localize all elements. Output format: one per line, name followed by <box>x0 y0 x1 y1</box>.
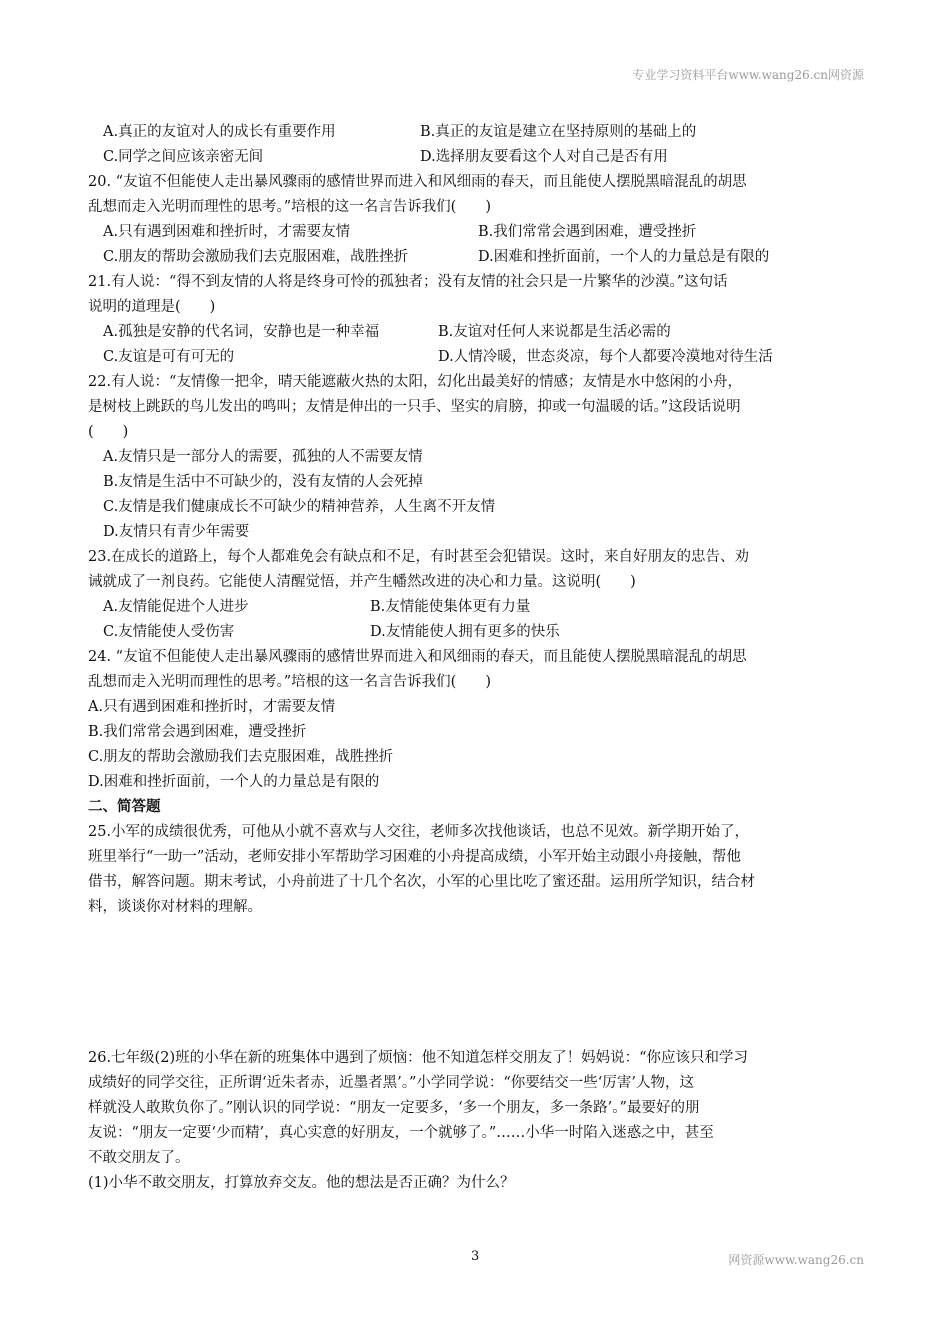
q23-option-a: A.友情能促进个人进步 <box>103 599 249 615</box>
q20-option-c: C.朋友的帮助会激励我们去克服困难，战胜挫折 <box>103 249 409 265</box>
q22-stem-line2: 是树枝上跳跃的鸟儿发出的鸣叫；友情是伸出的一只手、坚实的肩膀，抑或一句温暖的话。”这段话说明 <box>88 399 741 415</box>
q19-option-a: A.真正的友谊对人的成长有重要作用 <box>103 124 336 140</box>
q19-option-c: C.同学之间应该亲密无间 <box>103 149 264 165</box>
q20-option-a: A.只有遇到困难和挫折时，才需要友情 <box>103 224 351 240</box>
q26-stem-line3: 样就没人敢欺负你了。”刚认识的同学说：“朋友一定要多，‘多一个朋友，多一条路’。”最要好的朋 <box>88 1100 700 1116</box>
q23-stem-line2: 诫就成了一剂良药。它能使人清醒觉悟，并产生幡然改进的决心和力量。这说明( ) <box>88 574 636 590</box>
q20-option-d: D.困难和挫折面前，一个人的力量总是有限的 <box>478 249 770 265</box>
section-title-short-answer: 二、简答题 <box>88 798 161 815</box>
q21-stem-line1: 21.有人说：“得不到友情的人将是终身可怜的孤独者；没有友情的社会只是一片繁华的沙漠。”这句话 <box>88 274 728 290</box>
q26-stem-line1: 26.七年级(2)班的小华在新的班集体中遇到了烦恼：他不知道怎样交朋友了！妈妈说：“你应该只和学习 <box>88 1050 749 1066</box>
q25-stem-line2: 班里举行“一助一”活动，老师安排小军帮助学习困难的小舟提高成绩，小军开始主动跟小舟接触，帮他 <box>88 849 741 865</box>
q19-option-b: B.真正的友谊是建立在坚持原则的基础上的 <box>420 124 697 140</box>
q21-option-a: A.孤独是安静的代名词，安静也是一种幸福 <box>103 324 380 340</box>
q26-stem-line2: 成绩好的同学交往，正所谓‘近朱者赤，近墨者黑’。”小学同学说：“你要结交一些‘厉害’人物，这 <box>88 1075 695 1091</box>
page-number: 3 <box>471 1249 480 1264</box>
q22-option-c: C.友情是我们健康成长不可缺少的精神营养，人生离不开友情 <box>103 499 496 515</box>
q23-stem-line1: 23.在成长的道路上，每个人都难免会有缺点和不足，有时甚至会犯错误。这时，来自好朋友的忠告、劝 <box>88 549 750 565</box>
q21-option-b: B.友谊对任何人来说都是生活必需的 <box>438 324 671 340</box>
q23-option-b: B.友情能使集体更有力量 <box>370 599 531 615</box>
q24-option-b: B.我们常常会遇到困难，遭受挫折 <box>88 724 307 740</box>
q24-option-a: A.只有遇到困难和挫折时，才需要友情 <box>88 699 336 715</box>
q22-stem-line3: ( ) <box>88 424 129 440</box>
q24-stem-line1: 24. “友谊不但能使人走出暴风骤雨的感情世界而进入和风细雨的春天，而且能使人摆脱黑暗混乱的胡思 <box>88 649 747 665</box>
q20-stem-line2: 乱想而走入光明而理性的思考。”培根的这一名言告诉我们( ) <box>88 199 491 215</box>
q21-option-d: D.人情冷暖，世态炎凉，每个人都要冷漠地对待生活 <box>438 349 773 365</box>
q22-option-b: B.友情是生活中不可缺少的，没有友情的人会死掉 <box>103 474 423 490</box>
q26-subquestion-1: (1)小华不敢交朋友，打算放弃交友。他的想法是否正确？为什么？ <box>88 1175 515 1191</box>
q25-stem-line1: 25.小军的成绩很优秀，可他从小就不喜欢与人交往，老师多次找他谈话，也总不见效。新学期开始了， <box>88 824 750 840</box>
q26-stem-line4: 友说：“朋友一定要‘少而精’，真心实意的好朋友，一个就够了。”……小华一时陷入迷惑之中，甚至 <box>88 1125 714 1141</box>
q25-stem-line4: 料，谈谈你对材料的理解。 <box>88 899 262 915</box>
q24-option-c: C.朋友的帮助会激励我们去克服困难，战胜挫折 <box>88 749 394 765</box>
q25-stem-line3: 借书，解答问题。期末考试，小舟前进了十几个名次，小军的心里比吃了蜜还甜。运用所学知识，结合材 <box>88 874 755 890</box>
q19-option-d: D.选择朋友要看这个人对自己是否有用 <box>420 149 668 165</box>
q22-stem-line1: 22.有人说：“友情像一把伞，晴天能遮蔽火热的太阳，幻化出最美好的情感；友情是水中悠闲的小舟， <box>88 374 742 390</box>
q22-option-a: A.友情只是一部分人的需要，孤独的人不需要友情 <box>103 449 423 465</box>
footer-watermark: 网资源www.wang26.cn <box>728 1253 864 1267</box>
page-header-watermark: 专业学习资料平台www.wang26.cn网资源 <box>632 68 864 82</box>
q20-option-b: B.我们常常会遇到困难，遭受挫折 <box>478 224 697 240</box>
q21-stem-line2: 说明的道理是( ) <box>88 299 216 315</box>
q22-option-d: D.友情只有青少年需要 <box>103 524 250 540</box>
q24-stem-line2: 乱想而走入光明而理性的思考。”培根的这一名言告诉我们( ) <box>88 674 491 690</box>
q20-stem-line1: 20. “友谊不但能使人走出暴风骤雨的感情世界而进入和风细雨的春天，而且能使人摆脱黑暗混乱的胡思 <box>88 174 747 190</box>
q23-option-c: C.友情能使人受伤害 <box>103 624 235 640</box>
q24-option-d: D.困难和挫折面前，一个人的力量总是有限的 <box>88 774 380 790</box>
q26-stem-line5: 不敢交朋友了。 <box>88 1150 190 1166</box>
q23-option-d: D.友情能使人拥有更多的快乐 <box>370 624 560 640</box>
q21-option-c: C.友谊是可有可无的 <box>103 349 235 365</box>
